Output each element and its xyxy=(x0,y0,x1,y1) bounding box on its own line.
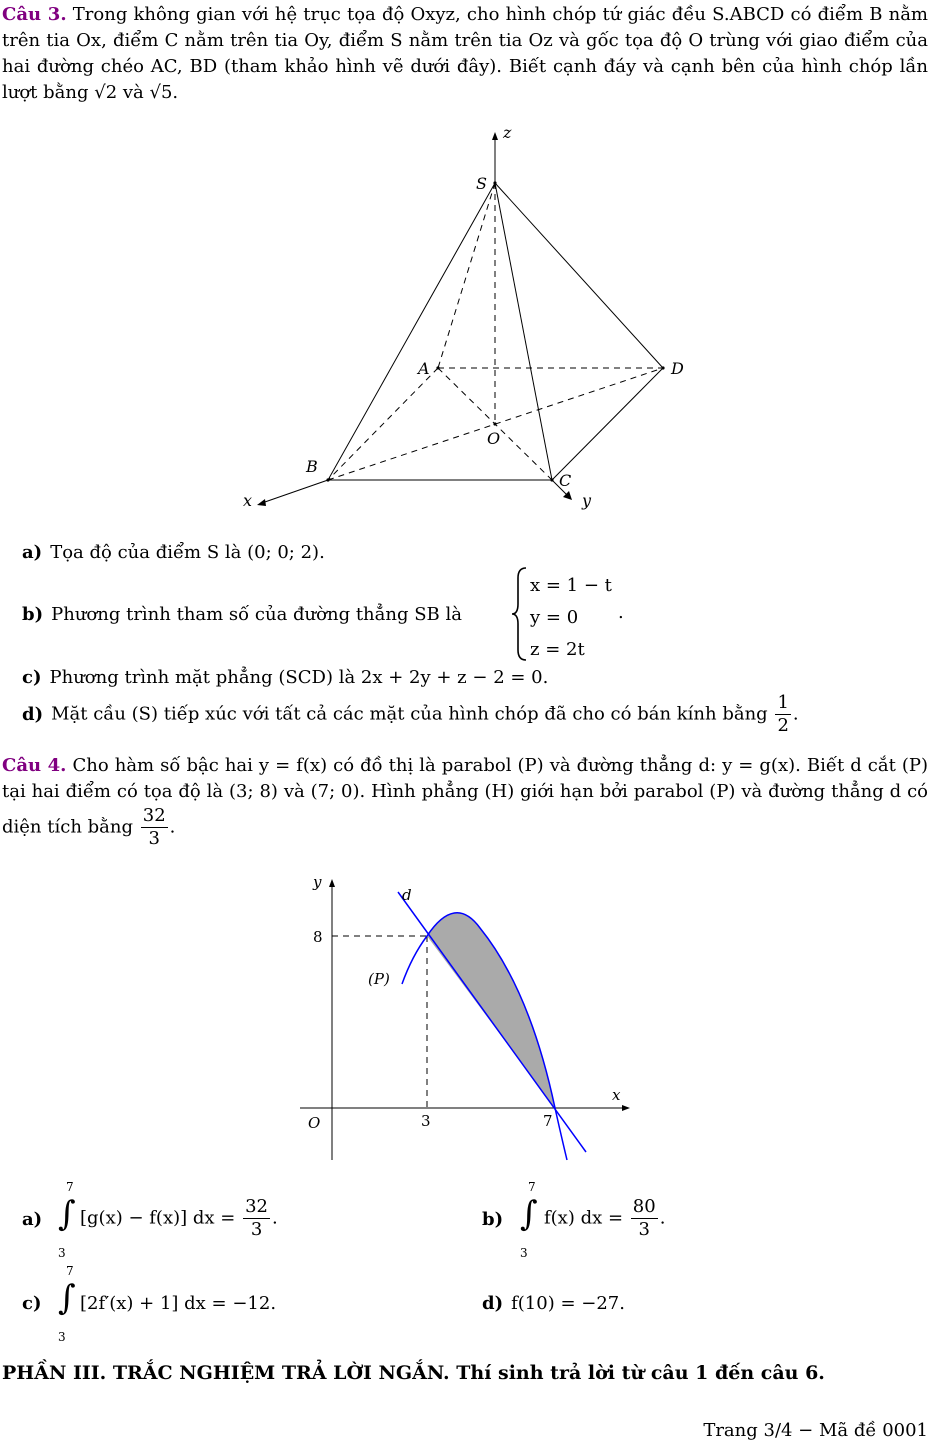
q4-option-a-expr: [g(x) − f(x)] dx = $\frac{32}{3}$ . xyxy=(80,1196,278,1240)
tick-7-label: 7 xyxy=(543,1112,553,1130)
q4-option-c: c) xyxy=(22,1293,42,1314)
q4-option-d: d) f(10) = −27. xyxy=(482,1293,625,1314)
integral-icon: ∫ xyxy=(520,1194,538,1234)
q4-option-a-lower: 3 xyxy=(58,1246,66,1260)
axis-z-label: z xyxy=(503,123,512,142)
tick-3-label: 3 xyxy=(421,1112,431,1130)
q4-option-a: a) xyxy=(22,1209,43,1230)
q4-option-b-upper: 7 xyxy=(528,1180,536,1194)
q3-option-d: d) Mặt cầu (S) tiếp xúc với tất cả các mặt của hình chóp đã cho có bán kính bằng $\frac{1}{2}$ . xyxy=(22,692,799,736)
axis-y-label: y xyxy=(313,873,322,891)
q4-statement: Câu 4. Cho hàm số bậc hai y = f(x) có đồ thị là parabol (P) và đường thẳng d: y = g(x). Biết d cắt (P) tại hai điểm có tọa độ là (3; 8) và (7; 0). Hình phẳng (H) giới hạn bởi parabol (P) và đường thẳng d có diện tích bằng $\frac{32}{3}$ . xyxy=(2,755,928,849)
q4-option-c-upper: 7 xyxy=(66,1264,74,1278)
q4-text: Cho hàm số bậc hai y = f(x) có đồ thị là parabol (P) và đường thẳng d: y = g(x). Biết d cắt (P) tại hai điểm có tọa độ là (3; 8) và (7; 0). Hình phẳng (H) giới hạn bởi parabol (P) và đường thẳng d có diện tích bằng xyxy=(2,755,928,838)
origin-label: O xyxy=(308,1114,321,1132)
q4-option-c-lower: 3 xyxy=(58,1330,66,1344)
q3-option-b-end: . xyxy=(618,602,624,623)
point-O-label: O xyxy=(487,429,501,448)
point-S-label: S xyxy=(476,174,487,193)
parabola-P-label: (P) xyxy=(368,970,390,988)
q3-option-b-system: x = 1 − t y = 0 z = 2t xyxy=(530,575,612,660)
q3-option-c: c) Phương trình mặt phẳng (SCD) là 2x + 2y + z − 2 = 0. xyxy=(22,667,549,688)
point-C-label: C xyxy=(559,471,572,490)
point-A-label: A xyxy=(418,359,430,378)
axis-y-label: y xyxy=(582,491,592,510)
parabola-figure xyxy=(0,860,930,1170)
q3-option-b: b) Phương trình tham số của đường thẳng SB là xyxy=(22,604,462,625)
q3-text: Trong không gian với hệ trục tọa độ Oxyz, cho hình chóp tứ giác đều S.ABCD có điểm B nằm trên tia Ox, điểm C nằm trên tia Oy, điểm S nằm trên tia Oz và gốc tọa độ O trùng với giao điểm của hai đường chéo AC, BD (tham khảo hình vẽ dưới đây). Biết cạnh đáy và cạnh bên của hình chóp lần lượt bằng √2 và √5. xyxy=(2,4,928,103)
axis-x-label: x xyxy=(612,1086,621,1104)
q3-option-a: a) Tọa độ của điểm S là (0; 0; 2). xyxy=(22,542,325,563)
integral-icon: ∫ xyxy=(58,1194,76,1234)
q3-label: Câu 3. xyxy=(2,4,67,25)
q4-option-a-upper: 7 xyxy=(66,1180,74,1194)
integral-icon: ∫ xyxy=(58,1278,76,1318)
q4-option-c-expr: [2f′(x) + 1] dx = −12. xyxy=(80,1293,277,1314)
axis-x-label: x xyxy=(243,491,253,510)
point-D-label: D xyxy=(671,359,684,378)
q4-option-b-lower: 3 xyxy=(520,1246,528,1260)
q4-option-b: b) xyxy=(482,1209,504,1230)
q4-option-b-expr: f(x) dx = $\frac{80}{3}$ . xyxy=(544,1196,666,1240)
tick-8-label: 8 xyxy=(313,928,323,946)
section-title: PHẦN III. TRẮC NGHIỆM TRẢ LỜI NGẮN. Thí sinh trả lời từ câu 1 đến câu 6. xyxy=(2,1362,825,1384)
line-d-label: d xyxy=(402,886,412,904)
q4-label: Câu 4. xyxy=(2,755,67,776)
point-B-label: B xyxy=(306,457,318,476)
page-footer: Trang 3/4 − Mã đề 0001 xyxy=(703,1420,928,1441)
pyramid-figure xyxy=(0,0,930,530)
left-brace-icon xyxy=(510,566,530,662)
